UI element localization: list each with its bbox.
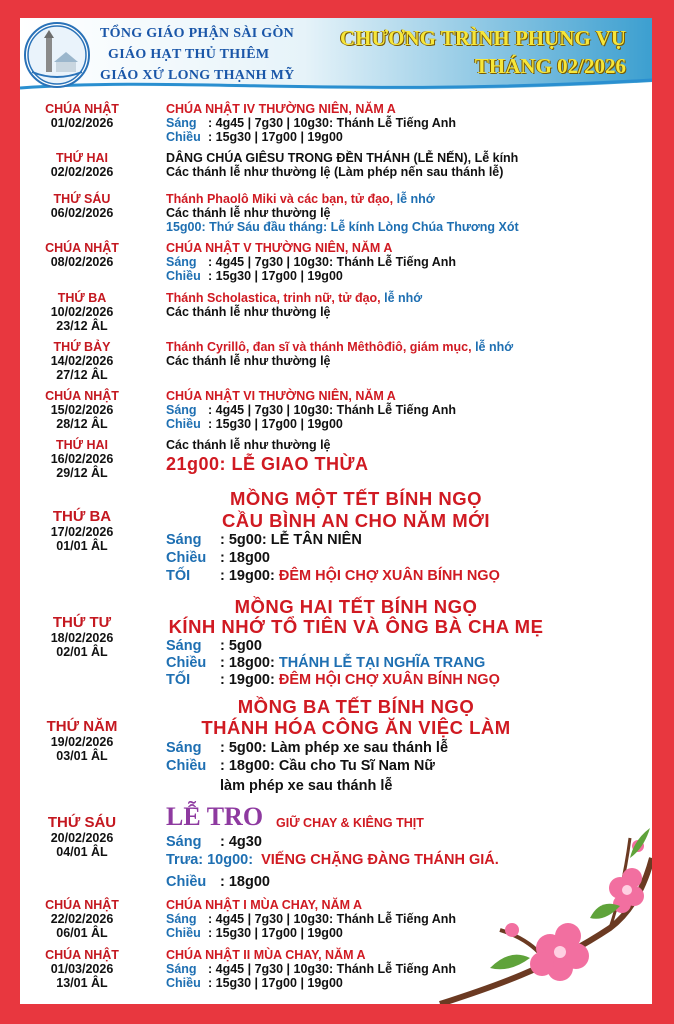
morning-line: Sáng : 4g30: [166, 834, 262, 850]
evening-line: TỐI : 19g00: ĐÊM HỘI CHỢ XUÂN BÍNH NGỌ: [166, 568, 500, 584]
entry-date: [20, 814, 144, 859]
entry-note: Các thánh lễ như thường lệ: [166, 354, 331, 368]
entry-date: [20, 508, 144, 553]
entry-note: Các thánh lễ như thường lệ: [166, 438, 331, 452]
entry-weekday: THỨ HAI: [55, 151, 109, 165]
afternoon-line: Chiều : 18g00: Cầu cho Tu Sĩ Nam Nữ: [166, 758, 435, 774]
entry-weekday: CHÚA NHẬT: [45, 898, 119, 912]
morning-line: Sáng : 5g00: [166, 638, 262, 654]
entry-date: [20, 291, 144, 333]
afternoon-line: Chiều : 18g00: [166, 550, 270, 566]
evening-line: TỐI : 19g00: ĐÊM HỘI CHỢ XUÂN BÍNH NGỌ: [166, 672, 500, 688]
entry-date-value: 06/02/2026: [50, 206, 114, 220]
entry-weekday: THỨ HAI: [55, 438, 109, 452]
morning-line: Sáng : 4g45 | 7g30 | 10g30: Thánh Lễ Tiếng Anh: [166, 116, 457, 130]
entry-date: [20, 151, 144, 179]
entry-weekday: THỨ BA: [57, 291, 107, 305]
entry-date: [20, 438, 144, 480]
entry-date-value: 08/02/2026: [50, 255, 114, 269]
morning-line: Sáng : 4g45 | 7g30 | 10g30: Thánh Lễ Tiếng Anh: [166, 912, 457, 926]
entry-date: [20, 614, 144, 659]
afternoon-line: Chiều : 18g00: [166, 874, 270, 890]
feast-heading: MỒNG MỘT TẾT BÍNH NGỌ: [229, 488, 482, 509]
entry-note: Các thánh lễ như thường lệ (Làm phép nến sau thánh lễ): [166, 165, 504, 179]
entry-title: Thánh Phaolô Miki và các bạn, tử đạo, lễ nhớ: [166, 192, 435, 206]
entry-weekday: CHÚA NHẬT: [45, 102, 119, 116]
entry-date-value: 17/02/2026: [50, 525, 114, 539]
feast-heading: MỒNG BA TẾT BÍNH NGỌ: [237, 696, 475, 717]
entry-weekday: THỨ NĂM: [46, 718, 118, 735]
entry-date-value: 01/02/2026: [50, 116, 114, 130]
entry-lunar-date: 02/01 ÂL: [56, 645, 108, 659]
afternoon-line: Chiều : 15g30 | 17g00 | 19g00: [166, 926, 343, 940]
entry-lunar-date: 13/01 ÂL: [56, 976, 108, 990]
entry-lunar-date: 03/01 ÂL: [56, 749, 108, 763]
month-title: THÁNG 02/2026: [474, 54, 626, 78]
entry-title: CHÚA NHẬT I MÙA CHAY, NĂM A: [166, 898, 363, 912]
morning-line: Sáng : 4g45 | 7g30 | 10g30: Thánh Lễ Tiếng Anh: [166, 403, 457, 417]
entry-weekday: THỨ SÁU: [47, 814, 117, 831]
morning-line: Sáng : 4g45 | 7g30 | 10g30: Thánh Lễ Tiếng Anh: [166, 255, 457, 269]
new-year-eve-mass: 21g00: LỄ GIAO THỪA: [166, 454, 369, 474]
noon-line: Trưa: 10g00: VIẾNG CHẶNG ĐÀNG THÁNH GIÁ.: [166, 852, 499, 868]
entry-lunar-date: 06/01 ÂL: [56, 926, 108, 940]
ash-wednesday-title: LỄ TRO: [166, 802, 264, 831]
morning-line: Sáng : 5g00: Làm phép xe sau thánh lễ: [166, 740, 449, 756]
entry-weekday: CHÚA NHẬT: [45, 948, 119, 962]
entry-date-value: 01/03/2026: [50, 962, 114, 976]
entry-date-value: 22/02/2026: [50, 912, 114, 926]
entry-title: CHÚA NHẬT IV THƯỜNG NIÊN, NĂM A: [166, 102, 396, 116]
entry-note: làm phép xe sau thánh lễ: [220, 778, 393, 794]
feast-subheading: CẦU BÌNH AN CHO NĂM MỚI: [221, 510, 491, 531]
entry-title: Thánh Cyrillô, đan sĩ và thánh Mêthôđiô, giám mục, lễ nhớ: [166, 340, 514, 354]
entry-lunar-date: 29/12 ÂL: [56, 466, 108, 480]
entry-special: 15g00: Thứ Sáu đầu tháng: Lễ kính Lòng Chúa Thương Xót: [166, 220, 519, 234]
afternoon-line: Chiều : 15g30 | 17g00 | 19g00: [166, 130, 343, 144]
afternoon-line: Chiều : 15g30 | 17g00 | 19g00: [166, 417, 343, 431]
archdiocese-name: TỔNG GIÁO PHẬN SÀI GÒN: [100, 26, 295, 41]
entry-date: [20, 192, 144, 220]
feast-heading: MỒNG HAI TẾT BÍNH NGỌ: [234, 596, 478, 617]
entry-weekday: THỨ SÁU: [53, 192, 111, 206]
feast-subheading: THÁNH HÓA CÔNG ĂN VIỆC LÀM: [201, 717, 511, 738]
entry-title: CHÚA NHẬT II MÙA CHAY, NĂM A: [166, 948, 366, 962]
poster-body: [20, 18, 652, 1004]
entry-weekday: THỨ BẢY: [53, 340, 111, 354]
entry-date-value: 20/02/2026: [50, 831, 114, 845]
entry-date-value: 19/02/2026: [50, 735, 114, 749]
feast-subheading: KÍNH NHỚ TỔ TIÊN VÀ ÔNG BÀ CHA MẸ: [168, 616, 544, 637]
afternoon-line: Chiều : 18g00: THÁNH LỄ TẠI NGHĨA TRANG: [166, 655, 486, 671]
header: [20, 18, 652, 94]
entry-date-value: 14/02/2026: [50, 354, 114, 368]
entry-title: DÂNG CHÚA GIÊSU TRONG ĐỀN THÁNH (LỄ NẾN), Lễ kính: [166, 151, 519, 165]
entry-date: [20, 718, 144, 763]
entry-title: CHÚA NHẬT VI THƯỜNG NIÊN, NĂM A: [166, 389, 396, 403]
entry-weekday: CHÚA NHẬT: [45, 389, 119, 403]
entry-date: [20, 102, 144, 130]
morning-line: Sáng : 4g45 | 7g30 | 10g30: Thánh Lễ Tiếng Anh: [166, 962, 457, 976]
entry-date: [20, 241, 144, 269]
afternoon-line: Chiều : 15g30 | 17g00 | 19g00: [166, 976, 343, 990]
entry-weekday: THỨ BA: [52, 508, 112, 525]
entry-date-value: 10/02/2026: [50, 305, 114, 319]
morning-line: Sáng : 5g00: LỄ TÂN NIÊN: [166, 532, 362, 548]
entry-title: CHÚA NHẬT V THƯỜNG NIÊN, NĂM A: [166, 241, 393, 255]
entry-date-value: 15/02/2026: [50, 403, 114, 417]
entry-weekday: THỨ TƯ: [52, 614, 112, 631]
entry-date-value: 16/02/2026: [50, 452, 114, 466]
entry-note: Các thánh lễ như thường lệ: [166, 305, 331, 319]
parish-logo: [24, 22, 90, 88]
entry-date: [20, 389, 144, 431]
program-title: CHƯƠNG TRÌNH PHỤNG VỤ: [339, 26, 626, 50]
afternoon-line: Chiều : 15g30 | 17g00 | 19g00: [166, 269, 343, 283]
entry-date: [20, 340, 144, 382]
entry-lunar-date: 27/12 ÂL: [56, 368, 108, 382]
entry-weekday: CHÚA NHẬT: [45, 241, 119, 255]
parish-name: GIÁO XỨ LONG THẠNH MỸ: [100, 68, 295, 83]
entry-lunar-date: 04/01 ÂL: [56, 845, 108, 859]
deanery-name: GIÁO HẠT THỦ THIÊM: [108, 47, 270, 62]
entry-date-value: 18/02/2026: [50, 631, 114, 645]
entry-date: [20, 948, 144, 990]
entry-title: Thánh Scholastica, trinh nữ, tử đạo, lễ nhớ: [166, 291, 423, 305]
entry-date-value: 02/02/2026: [50, 165, 114, 179]
entry-lunar-date: 23/12 ÂL: [56, 319, 108, 333]
fasting-tag: GIỮ CHAY & KIÊNG THỊT: [276, 816, 424, 830]
entry-lunar-date: 28/12 ÂL: [56, 417, 108, 431]
entry-note: Các thánh lễ như thường lệ: [166, 206, 331, 220]
entry-date: [20, 898, 144, 940]
peach-blossom-decoration: [430, 818, 652, 1004]
entry-lunar-date: 01/01 ÂL: [56, 539, 108, 553]
